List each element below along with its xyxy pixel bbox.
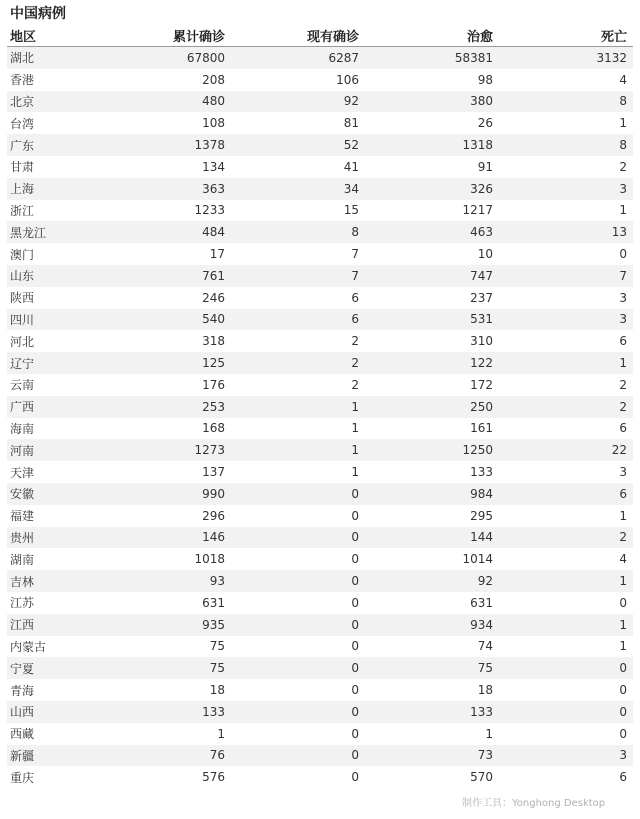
- column-header-current[interactable]: 现有确诊: [227, 24, 361, 47]
- cell-confirmed: 1233: [93, 200, 227, 222]
- cell-region: 宁夏: [7, 657, 93, 679]
- table-header-row: [7, 24, 633, 47]
- column-header-deaths[interactable]: 死亡: [495, 24, 633, 47]
- cell-current: 0: [227, 657, 361, 679]
- cell-confirmed: 208: [93, 69, 227, 91]
- cell-deaths: 0: [495, 679, 633, 701]
- table-row: [7, 548, 633, 570]
- table-body: [7, 47, 633, 789]
- cell-region: 甘肃: [7, 156, 93, 178]
- cell-current: 92: [227, 91, 361, 113]
- cell-region: 福建: [7, 505, 93, 527]
- cell-region: 上海: [7, 178, 93, 200]
- cell-deaths: 3: [495, 178, 633, 200]
- cell-region: 黑龙江: [7, 221, 93, 243]
- cell-cured: 18: [361, 679, 495, 701]
- cell-confirmed: 75: [93, 636, 227, 658]
- cell-current: 1: [227, 439, 361, 461]
- cell-deaths: 6: [495, 330, 633, 352]
- cell-deaths: 0: [495, 657, 633, 679]
- cell-region: 台湾: [7, 112, 93, 134]
- table-row: [7, 483, 633, 505]
- cell-confirmed: 935: [93, 614, 227, 636]
- cell-region: 山东: [7, 265, 93, 287]
- cell-confirmed: 296: [93, 505, 227, 527]
- cell-confirmed: 108: [93, 112, 227, 134]
- cell-confirmed: 631: [93, 592, 227, 614]
- cell-deaths: 4: [495, 69, 633, 91]
- table-row: [7, 156, 633, 178]
- cell-confirmed: 76: [93, 745, 227, 767]
- cell-region: 河北: [7, 330, 93, 352]
- cell-current: 0: [227, 548, 361, 570]
- cell-confirmed: 540: [93, 309, 227, 331]
- cell-current: 1: [227, 418, 361, 440]
- cell-deaths: 3: [495, 287, 633, 309]
- table-row: [7, 47, 633, 69]
- table-row: [7, 265, 633, 287]
- cell-deaths: 4: [495, 548, 633, 570]
- table-row: [7, 636, 633, 658]
- cell-confirmed: 93: [93, 570, 227, 592]
- cell-cured: 1250: [361, 439, 495, 461]
- table-row: [7, 243, 633, 265]
- cell-current: 52: [227, 134, 361, 156]
- cell-cured: 295: [361, 505, 495, 527]
- cell-deaths: 1: [495, 112, 633, 134]
- cell-region: 四川: [7, 309, 93, 331]
- table-row: [7, 679, 633, 701]
- cell-current: 6: [227, 309, 361, 331]
- cell-current: 0: [227, 679, 361, 701]
- cell-confirmed: 576: [93, 766, 227, 788]
- cell-deaths: 1: [495, 505, 633, 527]
- cell-cured: 98: [361, 69, 495, 91]
- cell-cured: 570: [361, 766, 495, 788]
- cell-confirmed: 484: [93, 221, 227, 243]
- cell-deaths: 3: [495, 745, 633, 767]
- table-row: [7, 69, 633, 91]
- cell-confirmed: 176: [93, 374, 227, 396]
- cell-deaths: 22: [495, 439, 633, 461]
- cell-region: 浙江: [7, 200, 93, 222]
- column-header-cured[interactable]: 治愈: [361, 24, 495, 47]
- column-header-region[interactable]: 地区: [7, 24, 93, 47]
- cell-confirmed: 318: [93, 330, 227, 352]
- cell-current: 0: [227, 701, 361, 723]
- cell-region: 安徽: [7, 483, 93, 505]
- cell-region: 西藏: [7, 723, 93, 745]
- cell-current: 106: [227, 69, 361, 91]
- cell-region: 江西: [7, 614, 93, 636]
- cell-confirmed: 253: [93, 396, 227, 418]
- cell-region: 香港: [7, 69, 93, 91]
- cell-cured: 326: [361, 178, 495, 200]
- cell-cured: 133: [361, 701, 495, 723]
- cell-current: 0: [227, 570, 361, 592]
- table-row: [7, 112, 633, 134]
- cell-current: 0: [227, 483, 361, 505]
- cell-confirmed: 137: [93, 461, 227, 483]
- cell-confirmed: 18: [93, 679, 227, 701]
- cell-cured: 74: [361, 636, 495, 658]
- table-row: [7, 745, 633, 767]
- cell-current: 0: [227, 745, 361, 767]
- cell-current: 81: [227, 112, 361, 134]
- table-row: [7, 614, 633, 636]
- cell-region: 天津: [7, 461, 93, 483]
- cell-deaths: 3: [495, 461, 633, 483]
- cell-cured: 747: [361, 265, 495, 287]
- cell-deaths: 2: [495, 527, 633, 549]
- cell-region: 海南: [7, 418, 93, 440]
- cell-deaths: 6: [495, 483, 633, 505]
- table-row: [7, 701, 633, 723]
- cell-deaths: 2: [495, 396, 633, 418]
- cell-region: 云南: [7, 374, 93, 396]
- cell-cured: 73: [361, 745, 495, 767]
- cell-deaths: 2: [495, 374, 633, 396]
- cell-confirmed: 17: [93, 243, 227, 265]
- cell-region: 湖北: [7, 47, 93, 69]
- cell-region: 青海: [7, 679, 93, 701]
- cell-current: 0: [227, 614, 361, 636]
- cell-cured: 144: [361, 527, 495, 549]
- cell-deaths: 1: [495, 636, 633, 658]
- table-row: [7, 91, 633, 113]
- cell-region: 河南: [7, 439, 93, 461]
- cell-cured: 310: [361, 330, 495, 352]
- cell-cured: 380: [361, 91, 495, 113]
- table-row: [7, 505, 633, 527]
- cell-cured: 122: [361, 352, 495, 374]
- cell-region: 吉林: [7, 570, 93, 592]
- cell-deaths: 1: [495, 614, 633, 636]
- cell-confirmed: 67800: [93, 47, 227, 69]
- cell-deaths: 8: [495, 134, 633, 156]
- cell-current: 2: [227, 352, 361, 374]
- cell-cured: 1318: [361, 134, 495, 156]
- table-row: [7, 396, 633, 418]
- table-row: [7, 134, 633, 156]
- cell-region: 澳门: [7, 243, 93, 265]
- cell-cured: 1: [361, 723, 495, 745]
- table-row: [7, 657, 633, 679]
- table-row: [7, 439, 633, 461]
- footer-credit: 制作工具：Yonghong Desktop: [462, 798, 606, 809]
- cell-confirmed: 363: [93, 178, 227, 200]
- table-row: [7, 461, 633, 483]
- cell-deaths: 2: [495, 156, 633, 178]
- table-row: [7, 570, 633, 592]
- cell-region: 辽宁: [7, 352, 93, 374]
- cell-region: 湖南: [7, 548, 93, 570]
- cell-cured: 984: [361, 483, 495, 505]
- table-row: [7, 330, 633, 352]
- table-row: [7, 178, 633, 200]
- cell-deaths: 13: [495, 221, 633, 243]
- cell-cured: 91: [361, 156, 495, 178]
- cell-cured: 26: [361, 112, 495, 134]
- cell-current: 0: [227, 592, 361, 614]
- cell-deaths: 0: [495, 592, 633, 614]
- cell-cured: 631: [361, 592, 495, 614]
- cell-current: 0: [227, 505, 361, 527]
- cell-deaths: 1: [495, 200, 633, 222]
- cell-confirmed: 1273: [93, 439, 227, 461]
- cell-region: 贵州: [7, 527, 93, 549]
- cell-confirmed: 480: [93, 91, 227, 113]
- table-row: [7, 527, 633, 549]
- cell-confirmed: 761: [93, 265, 227, 287]
- cell-confirmed: 1: [93, 723, 227, 745]
- cell-region: 新疆: [7, 745, 93, 767]
- cell-deaths: 1: [495, 570, 633, 592]
- cell-confirmed: 75: [93, 657, 227, 679]
- table-row: [7, 287, 633, 309]
- cell-current: 34: [227, 178, 361, 200]
- cell-confirmed: 1378: [93, 134, 227, 156]
- cell-cured: 531: [361, 309, 495, 331]
- cell-current: 7: [227, 243, 361, 265]
- cell-region: 广东: [7, 134, 93, 156]
- cell-cured: 133: [361, 461, 495, 483]
- cell-confirmed: 246: [93, 287, 227, 309]
- table-row: [7, 200, 633, 222]
- cell-cured: 92: [361, 570, 495, 592]
- cell-cured: 1014: [361, 548, 495, 570]
- column-header-confirmed[interactable]: 累计确诊: [93, 24, 227, 47]
- cell-deaths: 1: [495, 352, 633, 374]
- cell-deaths: 0: [495, 701, 633, 723]
- cell-region: 陕西: [7, 287, 93, 309]
- cell-confirmed: 125: [93, 352, 227, 374]
- cell-region: 内蒙古: [7, 636, 93, 658]
- cell-current: 1: [227, 396, 361, 418]
- table-row: [7, 309, 633, 331]
- table-row: [7, 723, 633, 745]
- table-row: [7, 592, 633, 614]
- cell-current: 0: [227, 527, 361, 549]
- cell-deaths: 7: [495, 265, 633, 287]
- cell-region: 山西: [7, 701, 93, 723]
- cell-current: 15: [227, 200, 361, 222]
- cell-deaths: 6: [495, 766, 633, 788]
- cell-confirmed: 133: [93, 701, 227, 723]
- cell-cured: 1217: [361, 200, 495, 222]
- page-title: 中国病例: [10, 6, 66, 22]
- cell-confirmed: 1018: [93, 548, 227, 570]
- cases-table: [7, 24, 633, 788]
- cell-region: 广西: [7, 396, 93, 418]
- table-row: [7, 352, 633, 374]
- cell-current: 8: [227, 221, 361, 243]
- cell-confirmed: 134: [93, 156, 227, 178]
- cell-region: 北京: [7, 91, 93, 113]
- cell-cured: 250: [361, 396, 495, 418]
- table-row: [7, 418, 633, 440]
- cell-cured: 463: [361, 221, 495, 243]
- cell-current: 2: [227, 330, 361, 352]
- cell-deaths: 0: [495, 243, 633, 265]
- cell-current: 0: [227, 636, 361, 658]
- cell-current: 41: [227, 156, 361, 178]
- cell-current: 0: [227, 723, 361, 745]
- cell-cured: 934: [361, 614, 495, 636]
- cell-current: 6: [227, 287, 361, 309]
- table-row: [7, 374, 633, 396]
- cell-current: 6287: [227, 47, 361, 69]
- cell-confirmed: 168: [93, 418, 227, 440]
- cell-deaths: 8: [495, 91, 633, 113]
- cell-current: 2: [227, 374, 361, 396]
- cell-cured: 237: [361, 287, 495, 309]
- cell-cured: 172: [361, 374, 495, 396]
- cell-cured: 58381: [361, 47, 495, 69]
- cell-current: 1: [227, 461, 361, 483]
- cell-cured: 161: [361, 418, 495, 440]
- cell-confirmed: 146: [93, 527, 227, 549]
- cell-confirmed: 990: [93, 483, 227, 505]
- cell-region: 重庆: [7, 766, 93, 788]
- cell-region: 江苏: [7, 592, 93, 614]
- cell-cured: 75: [361, 657, 495, 679]
- cell-deaths: 6: [495, 418, 633, 440]
- table-row: [7, 221, 633, 243]
- cell-current: 7: [227, 265, 361, 287]
- cell-cured: 10: [361, 243, 495, 265]
- cell-current: 0: [227, 766, 361, 788]
- cell-deaths: 3: [495, 309, 633, 331]
- cell-deaths: 3132: [495, 47, 633, 69]
- cell-deaths: 0: [495, 723, 633, 745]
- table-row: [7, 766, 633, 788]
